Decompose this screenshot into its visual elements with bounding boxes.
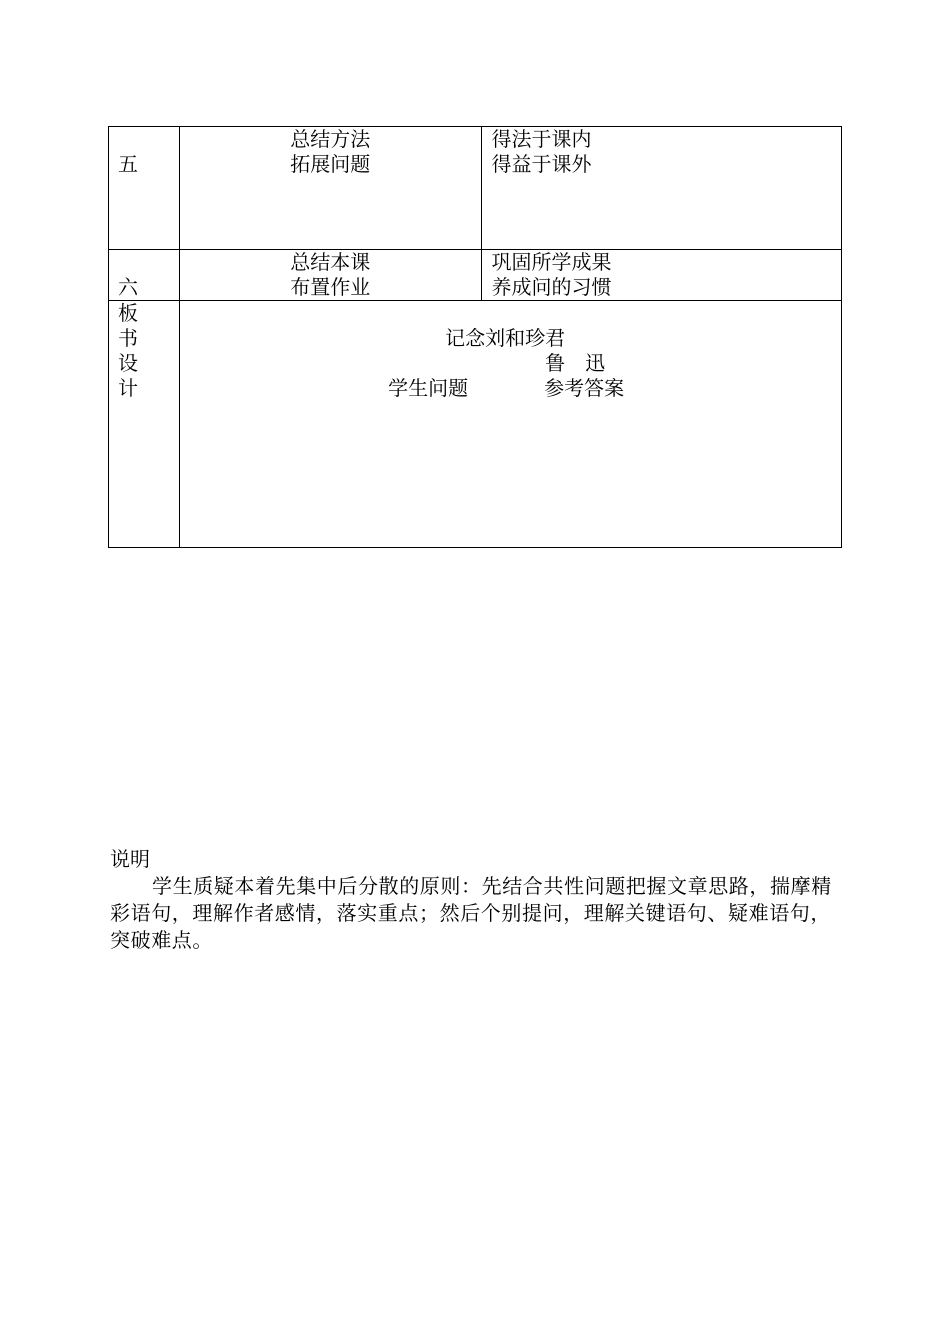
step-goal-cell	[481, 127, 842, 250]
board-label-char: 计	[118, 376, 138, 400]
step-content-cell	[180, 250, 481, 301]
board-title: 记念刘和珍君	[445, 326, 566, 350]
step-number: 五	[118, 152, 138, 176]
board-label-char: 板	[118, 301, 138, 325]
table-row	[109, 250, 842, 301]
step-text-line: 总结本课	[290, 250, 371, 274]
step-text-line: 总结方法	[290, 127, 371, 151]
board-label-char: 书	[118, 326, 138, 350]
board-column-heading: 参考答案	[544, 376, 625, 400]
board-design-area	[180, 301, 842, 548]
step-number-cell	[109, 250, 180, 301]
goal-text-line: 得益于课外	[491, 152, 592, 176]
board-author: 鲁 迅	[545, 351, 606, 375]
step-number-cell	[109, 127, 180, 250]
goal-text-line: 养成问的习惯	[491, 275, 612, 299]
step-goal-cell	[481, 250, 842, 301]
explanation-title: 说明	[110, 847, 150, 871]
explanation-section	[110, 846, 843, 954]
goal-text-line: 巩固所学成果	[491, 250, 612, 274]
board-column-heading: 学生问题	[388, 376, 469, 400]
explanation-body: 学生质疑本着先集中后分散的原则：先结合共性问题把握文章思路，揣摩精彩语句，理解作者感情，落实重点；然后个别提问，理解关键语句、疑难语句，突破难点。	[110, 874, 832, 952]
step-text-line: 拓展问题	[290, 152, 371, 176]
step-text-line: 布置作业	[290, 275, 371, 299]
lesson-plan-table	[108, 126, 842, 548]
goal-text-line: 得法于课内	[491, 127, 592, 151]
step-number: 六	[118, 275, 138, 299]
table-row	[109, 127, 842, 250]
board-label-char: 设	[118, 351, 138, 375]
table-row	[109, 301, 842, 548]
step-content-cell	[180, 127, 481, 250]
board-design-label-cell	[109, 301, 180, 548]
